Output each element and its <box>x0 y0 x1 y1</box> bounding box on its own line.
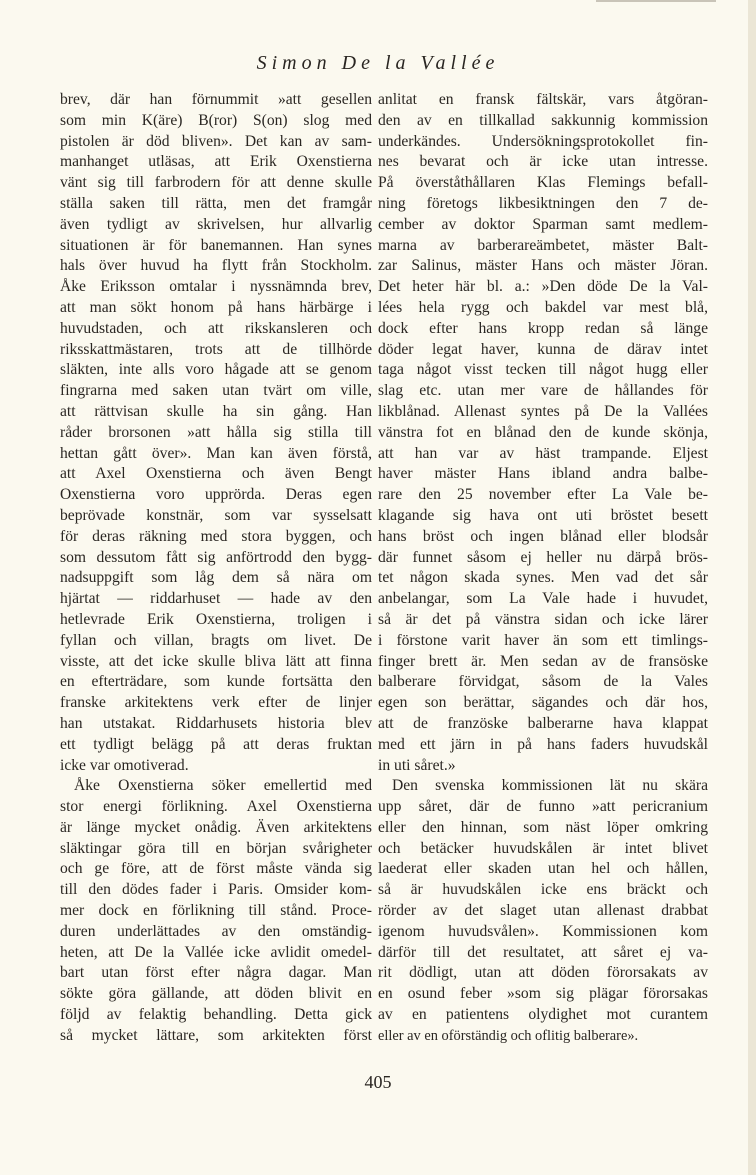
text-line: haver mäster Hans ibland andra balbe- <box>378 465 708 483</box>
text-line: heten, att De la Vallée icke avlidit omedel- <box>60 943 372 961</box>
text-line: fingrarna med saken utan tvärt om ville, <box>60 382 372 400</box>
text-line: han utstakat. Riddarhusets historia blev <box>60 714 372 732</box>
text-line: rare den 25 november efter La Vale be- <box>378 486 708 504</box>
text-line: följd av felaktig behandling. Detta gick <box>60 1006 372 1024</box>
text-line: Den svenska kommissionen lät nu skära <box>392 777 708 795</box>
text-line: balberare förvidgat, såsom de la Vales <box>378 673 708 691</box>
text-line: beprövade konstnär, som var sysselsatt <box>60 506 372 524</box>
text-line: likblånad. Allenast syntes på De la Vallées <box>378 402 708 420</box>
text-line: eller av en oförständig och oflitig balberare». <box>378 1027 639 1044</box>
text-line: bart utan först efter några dagar. Man <box>60 964 372 982</box>
text-line: av en patientens olydighet mot curantem <box>378 1006 708 1024</box>
text-line: släktingar göra till en början svårigheter <box>60 839 372 857</box>
text-line: visste, att det icke skulle bliva lätt att finna <box>60 652 372 670</box>
text-line: och ge före, att de först måste vända sig <box>60 860 372 878</box>
text-line: ett tydligt belägg på att deras fruktan <box>60 735 372 753</box>
text-line: igenom huvudsvålen». Kommissionen kom <box>378 922 708 940</box>
right-text-column <box>378 90 708 1047</box>
text-line: laederat eller skaden utan hel och hållen, <box>378 860 708 878</box>
text-line: så är huvudskålen icke ens bräckt och <box>378 881 708 899</box>
text-line: ning företogs likbesiktningen den 7 de- <box>378 194 708 212</box>
text-line: Det heter här bl. a.: »Den döde De la Val- <box>378 278 708 296</box>
text-line: manhanget utläsas, att Erik Oxenstierna <box>60 153 372 171</box>
text-line: eller den hinnan, som näst löper omkring <box>378 818 708 836</box>
text-line: marna av barberareämbetet, mäster Balt- <box>378 236 708 254</box>
text-line: brev, där han förnummit »att gesellen <box>60 91 372 108</box>
text-line: klagande sig hava ont uti bröstet besett <box>378 506 708 524</box>
scan-artifact-line <box>596 0 716 2</box>
text-line: fyllan och villan, bragts om livet. De <box>60 631 372 649</box>
text-line: situationen är för banemannen. Han synes <box>60 236 372 254</box>
text-line: Oxenstierna voro upprörda. Deras egen <box>60 486 372 504</box>
text-line: släkten, inte alls voro hågade att se genom <box>60 361 372 379</box>
left-text-column <box>60 90 372 1047</box>
text-line: finger brett är. Men sedan av de fransöske <box>378 652 708 670</box>
text-line: sökte göra gällande, att döden blivit en <box>60 985 372 1003</box>
text-line: lées hela rygg och bakdel var mest blå, <box>378 298 708 316</box>
text-line: mer dock en förlikning till stånd. Proce- <box>60 902 372 920</box>
text-line: att han var av häst trampande. Eljest <box>378 444 708 462</box>
page-edge <box>748 0 756 1175</box>
text-line: för deras räkning med stora byggen, och <box>60 527 372 545</box>
text-line: nadsuppgift som låg dem så nära om <box>60 569 372 587</box>
text-line: därför till det resultatet, att såret ej va- <box>378 943 708 961</box>
text-line: På överståthållaren Klas Flemings befall- <box>378 174 708 192</box>
text-line: cember av doktor Sparman samt medlem- <box>378 215 708 233</box>
text-line: huvudstaden, och att rikskansleren och <box>60 319 372 337</box>
text-line: i förstone varit haver än som ett timlings- <box>378 631 708 649</box>
text-line: en efterträdare, som kunde fortsätta den <box>60 673 372 691</box>
text-line: underkändes. Undersökningsprotokollet fin- <box>378 132 708 150</box>
text-line: anbelangar, som La Vale hade i huvudet, <box>378 590 708 608</box>
text-line: vänstra fot en blånad den de kunde skönja, <box>378 423 708 441</box>
text-line: så mycket lättare, som arkitekten först <box>60 1026 372 1044</box>
text-line: till den dödes fader i Paris. Omsider kom- <box>60 881 372 899</box>
text-line: pistolen är död bliven». Det kan av sam- <box>60 132 372 150</box>
text-line: rörder av det slaget utan allenast drabbat <box>378 902 708 920</box>
text-line: att man sökt honom på hans härbärge i <box>60 298 372 316</box>
text-line: icke var omotiverad. <box>60 756 189 774</box>
text-line: hals över huvud ha flytt från Stockholm. <box>60 257 372 275</box>
text-line: som min K(äre) B(ror) S(on) slog med <box>60 111 372 129</box>
text-line: vänt sig till farbrodern för att denne skulle <box>60 174 372 192</box>
text-line: taga något visst tecken till något hugg eller <box>378 361 708 379</box>
text-line: Åke Eriksson omtalar i nyssnämnda brev, <box>60 278 372 296</box>
text-line: som dessutom fått sig anförtrodd den bygg- <box>60 548 372 566</box>
text-line: hetlevrade Erik Oxenstierna, troligen i <box>60 610 372 628</box>
text-line: råder brorsonen »att hålla sig stilla till <box>60 423 372 441</box>
text-line: stor energi förlikning. Axel Oxenstierna <box>60 798 372 816</box>
text-line: tet någon skada synes. Men vad det sår <box>378 569 708 587</box>
text-line: slag etc. utan mer vare de hållandes för <box>378 382 708 400</box>
text-line: anlitat en fransk fältskär, vars åtgöran- <box>378 91 708 108</box>
text-line: att de französke balberarne hava klappat <box>378 714 708 732</box>
text-line: riksskattmästaren, trots att de tillhörde <box>60 340 372 358</box>
text-line: franske arkitektens verk efter de linjer <box>60 694 372 712</box>
text-line: dock efter hans kropp redan så länge <box>378 319 708 337</box>
text-line: nes bevarat och är icke utan intresse. <box>378 153 708 171</box>
text-line: att Axel Oxenstierna och även Bengt <box>60 465 372 483</box>
text-line: så är det på vänstra sidan och icke lärer <box>378 610 708 628</box>
running-header: Simon De la Vallée <box>256 52 500 74</box>
text-line: upp såret, där de funno »att pericranium <box>378 798 708 816</box>
text-line: med ett järn in på hans faders huvudskål <box>378 735 708 753</box>
text-line: även tydligt av skrivelsen, hur allvarlig <box>60 215 372 233</box>
text-line: att rättvisan skulle ha sin gång. Han <box>60 402 372 420</box>
text-line: hjärtat — riddarhuset — hade av den <box>60 590 372 608</box>
text-line: och betäcker huvudskålen är intet blivet <box>378 839 708 857</box>
text-line: in uti såret.» <box>378 756 456 774</box>
text-line: är länge mycket onådig. Även arkitektens <box>60 818 372 836</box>
text-line: Åke Oxenstierna söker emellertid med <box>74 777 372 795</box>
text-line: zar Salinus, mäster Hans och mäster Jöran. <box>378 257 708 275</box>
text-line: egen son berättar, sägandes och där hos, <box>378 694 708 712</box>
page-number: 405 <box>364 1072 392 1092</box>
text-line: hans bröst och ingen blånad eller blodsår <box>378 527 708 545</box>
text-line: ställa saken till rätta, men det framgår <box>60 194 372 212</box>
text-line: duren underlättades av den omständig- <box>60 922 372 940</box>
text-line: där funnet såsom ej heller nu därpå brös- <box>378 548 708 566</box>
text-line: den av en tillkallad sakkunnig kommission <box>378 111 708 129</box>
text-line: hettan gått över». Man kan även förstå, <box>60 444 372 462</box>
text-line: en osund feber »som sig plägar förorsakas <box>378 985 708 1003</box>
text-line: rit dödligt, utan att döden förorsakats av <box>378 964 708 982</box>
text-line: döder legat haver, kunna de därav intet <box>378 340 708 358</box>
